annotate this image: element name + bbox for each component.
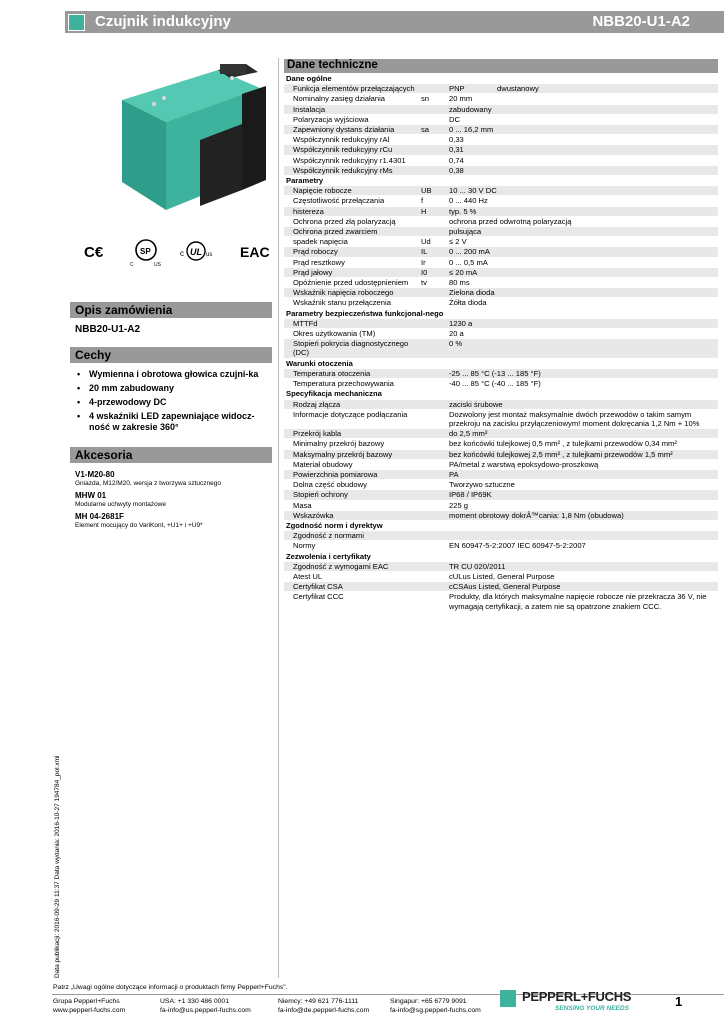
spec-row	[284, 268, 718, 278]
spec-label: Funkcja elementów przełączających	[293, 84, 415, 94]
spec-symbol	[421, 460, 449, 469]
spec-label: Masa	[293, 500, 312, 510]
spec-symbol	[421, 562, 449, 571]
sensor-product-image	[100, 60, 270, 220]
footer-text: Niemcy: +49 621 776-1111	[278, 998, 359, 1005]
spec-symbol	[421, 115, 449, 124]
spec-symbol	[421, 511, 449, 520]
spec-symbol	[421, 531, 449, 540]
footer-link[interactable]: fa-info@us.pepperl-fuchs.com	[160, 1007, 251, 1014]
spec-value: moment obrotowy dokrÂ™cania: 1,8 Nm (obudowa)	[449, 510, 624, 520]
spec-row	[284, 298, 718, 308]
spec-value: Tworzywo sztuczne	[449, 480, 515, 490]
spec-label: Zgodność z normami	[293, 531, 364, 541]
spec-value: 10 ... 30 V DC	[449, 186, 497, 196]
spec-symbol	[421, 501, 449, 510]
spec-symbol	[421, 105, 449, 114]
column-divider	[278, 58, 279, 978]
feature-item: • 20 mm zabudowany	[75, 383, 275, 394]
spec-value: Produkty, dla których maksymalne napięcie robocze nie przekracza 36 V, nie wymagają certyfikacji, a zatem nie są opatrzone znakiem CCC.	[449, 592, 707, 611]
accessory-code[interactable]: MHW 01	[75, 491, 107, 500]
spec-label: Nominalny zasięg działania	[293, 94, 386, 104]
brand-logo	[500, 989, 683, 1016]
footer-link[interactable]: www.pepperl-fuchs.com	[53, 1007, 126, 1014]
footer-text: Grupa Pepperl+Fuchs	[53, 998, 120, 1005]
spec-symbol	[421, 592, 449, 610]
accessory-desc: Gniazda, M12/M20, wersja z tworzywa sztucznego	[75, 480, 221, 487]
spec-value: EN 60947-5-2:2007 IEC 60947-5-2:2007	[449, 541, 586, 551]
spec-label: Zgodność z wymogami EAC	[293, 561, 389, 571]
spec-row	[284, 562, 718, 572]
spec-row	[284, 531, 718, 541]
spec-row	[284, 460, 718, 470]
spec-symbol	[421, 84, 449, 93]
footer-col-de	[278, 997, 369, 1015]
spec-group-label: Zgodność norm i dyrektyw	[286, 520, 383, 530]
spec-row	[284, 410, 718, 429]
spec-value: -40 ... 85 °C (-40 ... 185 °F)	[449, 379, 541, 389]
spec-value: pulsująca	[449, 227, 482, 237]
feature-item: • 4 wskaźniki LED zapewniające widocz-ność w zakresie 360°	[75, 411, 275, 433]
spec-label: Stopień ochrony	[293, 490, 348, 500]
spec-value: ≤ 2 V	[449, 237, 467, 247]
spec-value: 0,33	[449, 135, 464, 145]
spec-value-extra: dwustanowy	[497, 84, 539, 94]
spec-row	[284, 511, 718, 521]
spec-label: Prąd roboczy	[293, 247, 338, 257]
spec-label: Powierzchnia pomiarowa	[293, 469, 378, 479]
spec-symbol	[421, 166, 449, 175]
spec-symbol	[421, 369, 449, 378]
spec-row	[284, 207, 718, 217]
spec-value: do 2,5 mm²	[449, 429, 488, 439]
spec-row	[284, 258, 718, 268]
spec-label: Okres użytkowania (TM)	[293, 329, 376, 339]
feature-item: • 4-przewodowy DC	[75, 397, 275, 408]
spec-symbol	[421, 470, 449, 479]
spec-symbol	[421, 541, 449, 550]
product-code: NBB20-U1-A2	[592, 13, 690, 30]
accessories-section-title: Akcesoria	[75, 448, 133, 462]
spec-row	[284, 450, 718, 460]
spec-label: Dolna część obudowy	[293, 480, 367, 490]
spec-group-label: Dane ogólne	[286, 74, 332, 83]
spec-value: -25 ... 85 °C (-13 ... 185 °F)	[449, 368, 541, 378]
spec-symbol	[421, 439, 449, 448]
spec-label: Napięcie robocze	[293, 186, 352, 196]
spec-label: Współczynnik redukcyjny rCu	[293, 145, 393, 155]
spec-label: Ochrona przed złą polaryzacją	[293, 216, 396, 226]
spec-symbol	[421, 480, 449, 489]
spec-symbol	[421, 298, 449, 307]
ul-mark-icon	[180, 242, 212, 260]
spec-row	[284, 379, 718, 389]
spec-value: Dozwolony jest montaż maksymalnie dwóch przewodów o takim samym przekroju na zacisku przyłączeniowym! moment dokręcania 1,2 Nm + 10%	[449, 409, 700, 428]
spec-label: Materiał obudowy	[293, 459, 353, 469]
spec-value: 0 ... 16,2 mm	[449, 125, 494, 135]
spec-row	[284, 166, 718, 176]
spec-label: Stopień pokrycia diagnostycznego (DC)	[293, 339, 409, 358]
publication-meta: Data publikacji: 2016-09-29 11:37 Data wydania: 2016-10-27 194784_pol.xml	[54, 755, 61, 978]
brand-name: PEPPERL+FUCHS	[522, 989, 632, 1004]
spec-row	[284, 400, 718, 410]
logo-square-icon	[500, 990, 516, 1007]
tech-data-table	[284, 74, 718, 612]
order-code: NBB20-U1-A2	[75, 324, 141, 335]
spec-row	[284, 480, 718, 490]
footer-col-group	[53, 997, 125, 1015]
spec-symbol	[421, 379, 449, 388]
spec-symbol	[421, 410, 449, 428]
spec-label: Współczynnik redukcyjny rMs	[293, 165, 393, 175]
spec-row	[284, 156, 718, 166]
page-number: 1	[675, 994, 683, 1009]
spec-value: 225 g	[449, 500, 469, 510]
spec-label: Częstotliwość przełączania	[293, 196, 385, 206]
spec-group-label: Specyfikacja mechaniczna	[286, 389, 382, 399]
spec-value: typ. 5 %	[449, 206, 477, 216]
spec-label: Temperatura przechowywania	[293, 379, 394, 389]
spec-label: Instalacja	[293, 104, 326, 114]
spec-symbol	[421, 329, 449, 338]
spec-row	[284, 278, 718, 288]
spec-row	[284, 94, 718, 104]
spec-symbol	[421, 400, 449, 409]
footer-link[interactable]: fa-info@sg.pepperl-fuchs.com	[390, 1007, 481, 1014]
spec-value	[449, 84, 718, 93]
spec-row	[284, 115, 718, 125]
footer-text: USA: +1 330 486 0001	[160, 998, 229, 1005]
spec-symbol: Ir	[421, 257, 426, 267]
spec-row	[284, 572, 718, 582]
feature-item: • Wymienna i obrotowa głowica czujni-ka	[75, 369, 275, 380]
spec-symbol	[421, 217, 449, 226]
spec-group-heading	[284, 176, 718, 186]
spec-row	[284, 217, 718, 227]
spec-symbol	[421, 319, 449, 328]
spec-symbol	[421, 450, 449, 459]
spec-value: 0,31	[449, 145, 464, 155]
footer-col-usa	[160, 997, 251, 1015]
spec-row	[284, 105, 718, 115]
spec-label: Atest UL	[293, 571, 323, 581]
spec-label: histereza	[293, 206, 324, 216]
accessory-code[interactable]: V1-M20-80	[75, 470, 115, 479]
spec-symbol	[421, 227, 449, 236]
spec-value: bez końcówki tulejkowej 2,5 mm² , z tulejkami przewodów 1,5 mm²	[449, 449, 673, 459]
spec-label: Prąd resztkowy	[293, 257, 345, 267]
svg-text:c: c	[180, 249, 184, 258]
spec-symbol: f	[421, 196, 424, 206]
features-section-title: Cechy	[75, 348, 112, 362]
order-section-bar	[70, 302, 272, 318]
accessories-section-bar	[70, 447, 272, 463]
spec-value: DC	[449, 114, 460, 124]
spec-value: 0,38	[449, 165, 464, 175]
spec-value	[449, 531, 718, 540]
brand-square-icon	[68, 14, 85, 31]
spec-symbol: H	[421, 206, 427, 216]
spec-row	[284, 501, 718, 511]
spec-row	[284, 135, 718, 145]
spec-row	[284, 196, 718, 206]
spec-symbol: sa	[421, 125, 430, 135]
spec-symbol	[421, 582, 449, 591]
spec-symbol: IL	[421, 247, 428, 257]
spec-value: ≤ 20 mA	[449, 267, 478, 277]
spec-label: Współczynnik redukcyjny r1.4301	[293, 155, 406, 165]
spec-group-label: Zezwolenia i certyfikaty	[286, 551, 371, 561]
spec-row	[284, 288, 718, 298]
footer-link[interactable]: fa-info@de.pepperl-fuchs.com	[278, 1007, 370, 1014]
spec-row	[284, 84, 718, 94]
spec-value: PA/metal z warstwą epoksydowo-proszkową	[449, 459, 599, 469]
spec-group-heading	[284, 521, 718, 531]
tech-data-section-bar	[284, 59, 718, 73]
accessory-desc: Element mocujący do VariKont, +U1+ i +U9*	[75, 522, 203, 529]
spec-group-heading	[284, 389, 718, 399]
spec-value: IP68 / IP69K	[449, 490, 492, 500]
spec-label: Zapewniony dystans działania	[293, 125, 395, 135]
spec-group-label: Parametry	[286, 176, 324, 186]
spec-symbol	[421, 572, 449, 581]
spec-symbol	[421, 156, 449, 165]
spec-value: Żółta dioda	[449, 298, 487, 308]
order-section-title: Opis zamówienia	[75, 303, 173, 317]
spec-row	[284, 186, 718, 196]
spec-group-label: Parametry bezpieczeństwa funkcjonal-nego	[286, 308, 444, 318]
spec-label: spadek napięcia	[293, 237, 348, 247]
spec-label: Minimalny przekrój bazowy	[293, 439, 385, 449]
spec-label: Współczynnik redukcyjny rAl	[293, 135, 390, 145]
spec-row	[284, 329, 718, 339]
spec-symbol: tv	[421, 278, 427, 288]
spec-symbol: UB	[421, 186, 432, 196]
svg-text:C€: C€	[84, 244, 104, 261]
spec-label: Maksymalny przekrój bazowy	[293, 449, 393, 459]
svg-text:UL: UL	[190, 247, 202, 257]
spec-label: Wskaźnik napięcia roboczego	[293, 288, 394, 298]
spec-label: Polaryzacja wyjściowa	[293, 114, 369, 124]
spec-value: 20 mm	[449, 94, 473, 104]
svg-text:US: US	[154, 262, 161, 268]
spec-row	[284, 227, 718, 237]
spec-symbol	[421, 288, 449, 297]
spec-row	[284, 145, 718, 155]
spec-row	[284, 237, 718, 247]
spec-label: Opóźnienie przed udostępnieniem	[293, 278, 409, 288]
spec-group-heading	[284, 359, 718, 369]
spec-value: 0,74	[449, 155, 464, 165]
spec-row	[284, 247, 718, 257]
ce-mark-icon	[84, 244, 104, 261]
spec-symbol	[421, 429, 449, 438]
footer-text: Singapur: +65 6779 9091	[390, 998, 467, 1005]
spec-label: Ochrona przed zwarciem	[293, 227, 378, 237]
spec-value: 80 ms	[449, 278, 470, 288]
svg-text:us: us	[206, 252, 213, 258]
svg-text:EAC: EAC	[240, 244, 270, 260]
accessory-code[interactable]: MH 04-2681F	[75, 512, 124, 521]
spec-symbol	[421, 145, 449, 154]
spec-value-main: PNP	[449, 84, 465, 94]
spec-label: MTTFd	[293, 318, 318, 328]
spec-value: TR CU 020/2011	[449, 561, 506, 571]
spec-value: bez końcówki tulejkowej 0,5 mm² , z tulejkami przewodów 0,34 mm²	[449, 439, 677, 449]
csa-mark-icon	[130, 240, 162, 268]
brand-tagline: SENSING YOUR NEEDS	[555, 1005, 629, 1012]
spec-row	[284, 429, 718, 439]
spec-value: ochrona przed odwrotną polaryzacją	[449, 216, 572, 226]
accessories-list	[75, 467, 275, 530]
spec-value: 1230 a	[449, 318, 473, 328]
spec-symbol	[421, 490, 449, 499]
spec-label: Wskazówka	[293, 510, 334, 520]
page-title: Czujnik indukcyjny	[95, 13, 231, 30]
spec-value: PA	[449, 469, 459, 479]
spec-symbol: Ud	[421, 237, 431, 247]
footer-note: Patrz „Uwagi ogólne dotyczące informacji o produktach firmy Pepperl+Fuchs".	[53, 984, 288, 991]
spec-label: Rodzaj złącza	[293, 399, 341, 409]
features-section-bar	[70, 347, 272, 363]
accessory-desc: Modularne uchwyty montażowe	[75, 501, 167, 508]
spec-row	[284, 541, 718, 551]
spec-row	[284, 319, 718, 329]
spec-row	[284, 490, 718, 500]
spec-group-heading	[284, 552, 718, 562]
spec-row	[284, 369, 718, 379]
spec-value: zaciski śrubowe	[449, 399, 503, 409]
spec-label: Informacje dotyczące podłączania	[293, 409, 408, 419]
spec-label: Prąd jałowy	[293, 267, 333, 277]
spec-value: 0 ... 0,5 mA	[449, 257, 488, 267]
eac-mark-icon	[240, 244, 270, 260]
spec-row	[284, 592, 718, 611]
header-band	[65, 11, 724, 33]
spec-value: 0 %	[449, 339, 463, 349]
spec-value: 0 ... 200 mA	[449, 247, 490, 257]
spec-label: Normy	[293, 541, 316, 551]
footer-col-sg	[390, 997, 481, 1015]
svg-text:SP: SP	[140, 247, 151, 256]
spec-value: zabudowany	[449, 104, 492, 114]
spec-row	[284, 439, 718, 449]
certification-marks	[80, 238, 270, 268]
spec-symbol	[421, 135, 449, 144]
spec-value: 0 ... 440 Hz	[449, 196, 488, 206]
tech-data-title: Dane techniczne	[287, 59, 378, 71]
svg-text:C: C	[130, 262, 134, 268]
spec-row	[284, 125, 718, 135]
spec-row	[284, 339, 718, 358]
features-list	[75, 369, 275, 436]
spec-group-label: Warunki otoczenia	[286, 358, 353, 368]
spec-label: Temperatura otoczenia	[293, 368, 371, 378]
spec-row	[284, 582, 718, 592]
spec-value: 20 a	[449, 329, 464, 339]
spec-symbol: I0	[421, 267, 428, 277]
spec-group-heading	[284, 309, 718, 319]
spec-value: cCSAus Listed, General Purpose	[449, 582, 561, 592]
spec-row	[284, 470, 718, 480]
spec-label: Certyfikat CSA	[293, 582, 343, 592]
spec-value: Zielona dioda	[449, 288, 495, 298]
spec-group-heading	[284, 74, 718, 84]
spec-symbol	[421, 339, 449, 357]
spec-value: cULus Listed, General Purpose	[449, 571, 555, 581]
spec-label: Certyfikat CCC	[293, 592, 344, 602]
spec-symbol: sn	[421, 94, 430, 104]
spec-label: Przekrój kabla	[293, 429, 342, 439]
spec-label: Wskaźnik stanu przełączenia	[293, 298, 391, 308]
